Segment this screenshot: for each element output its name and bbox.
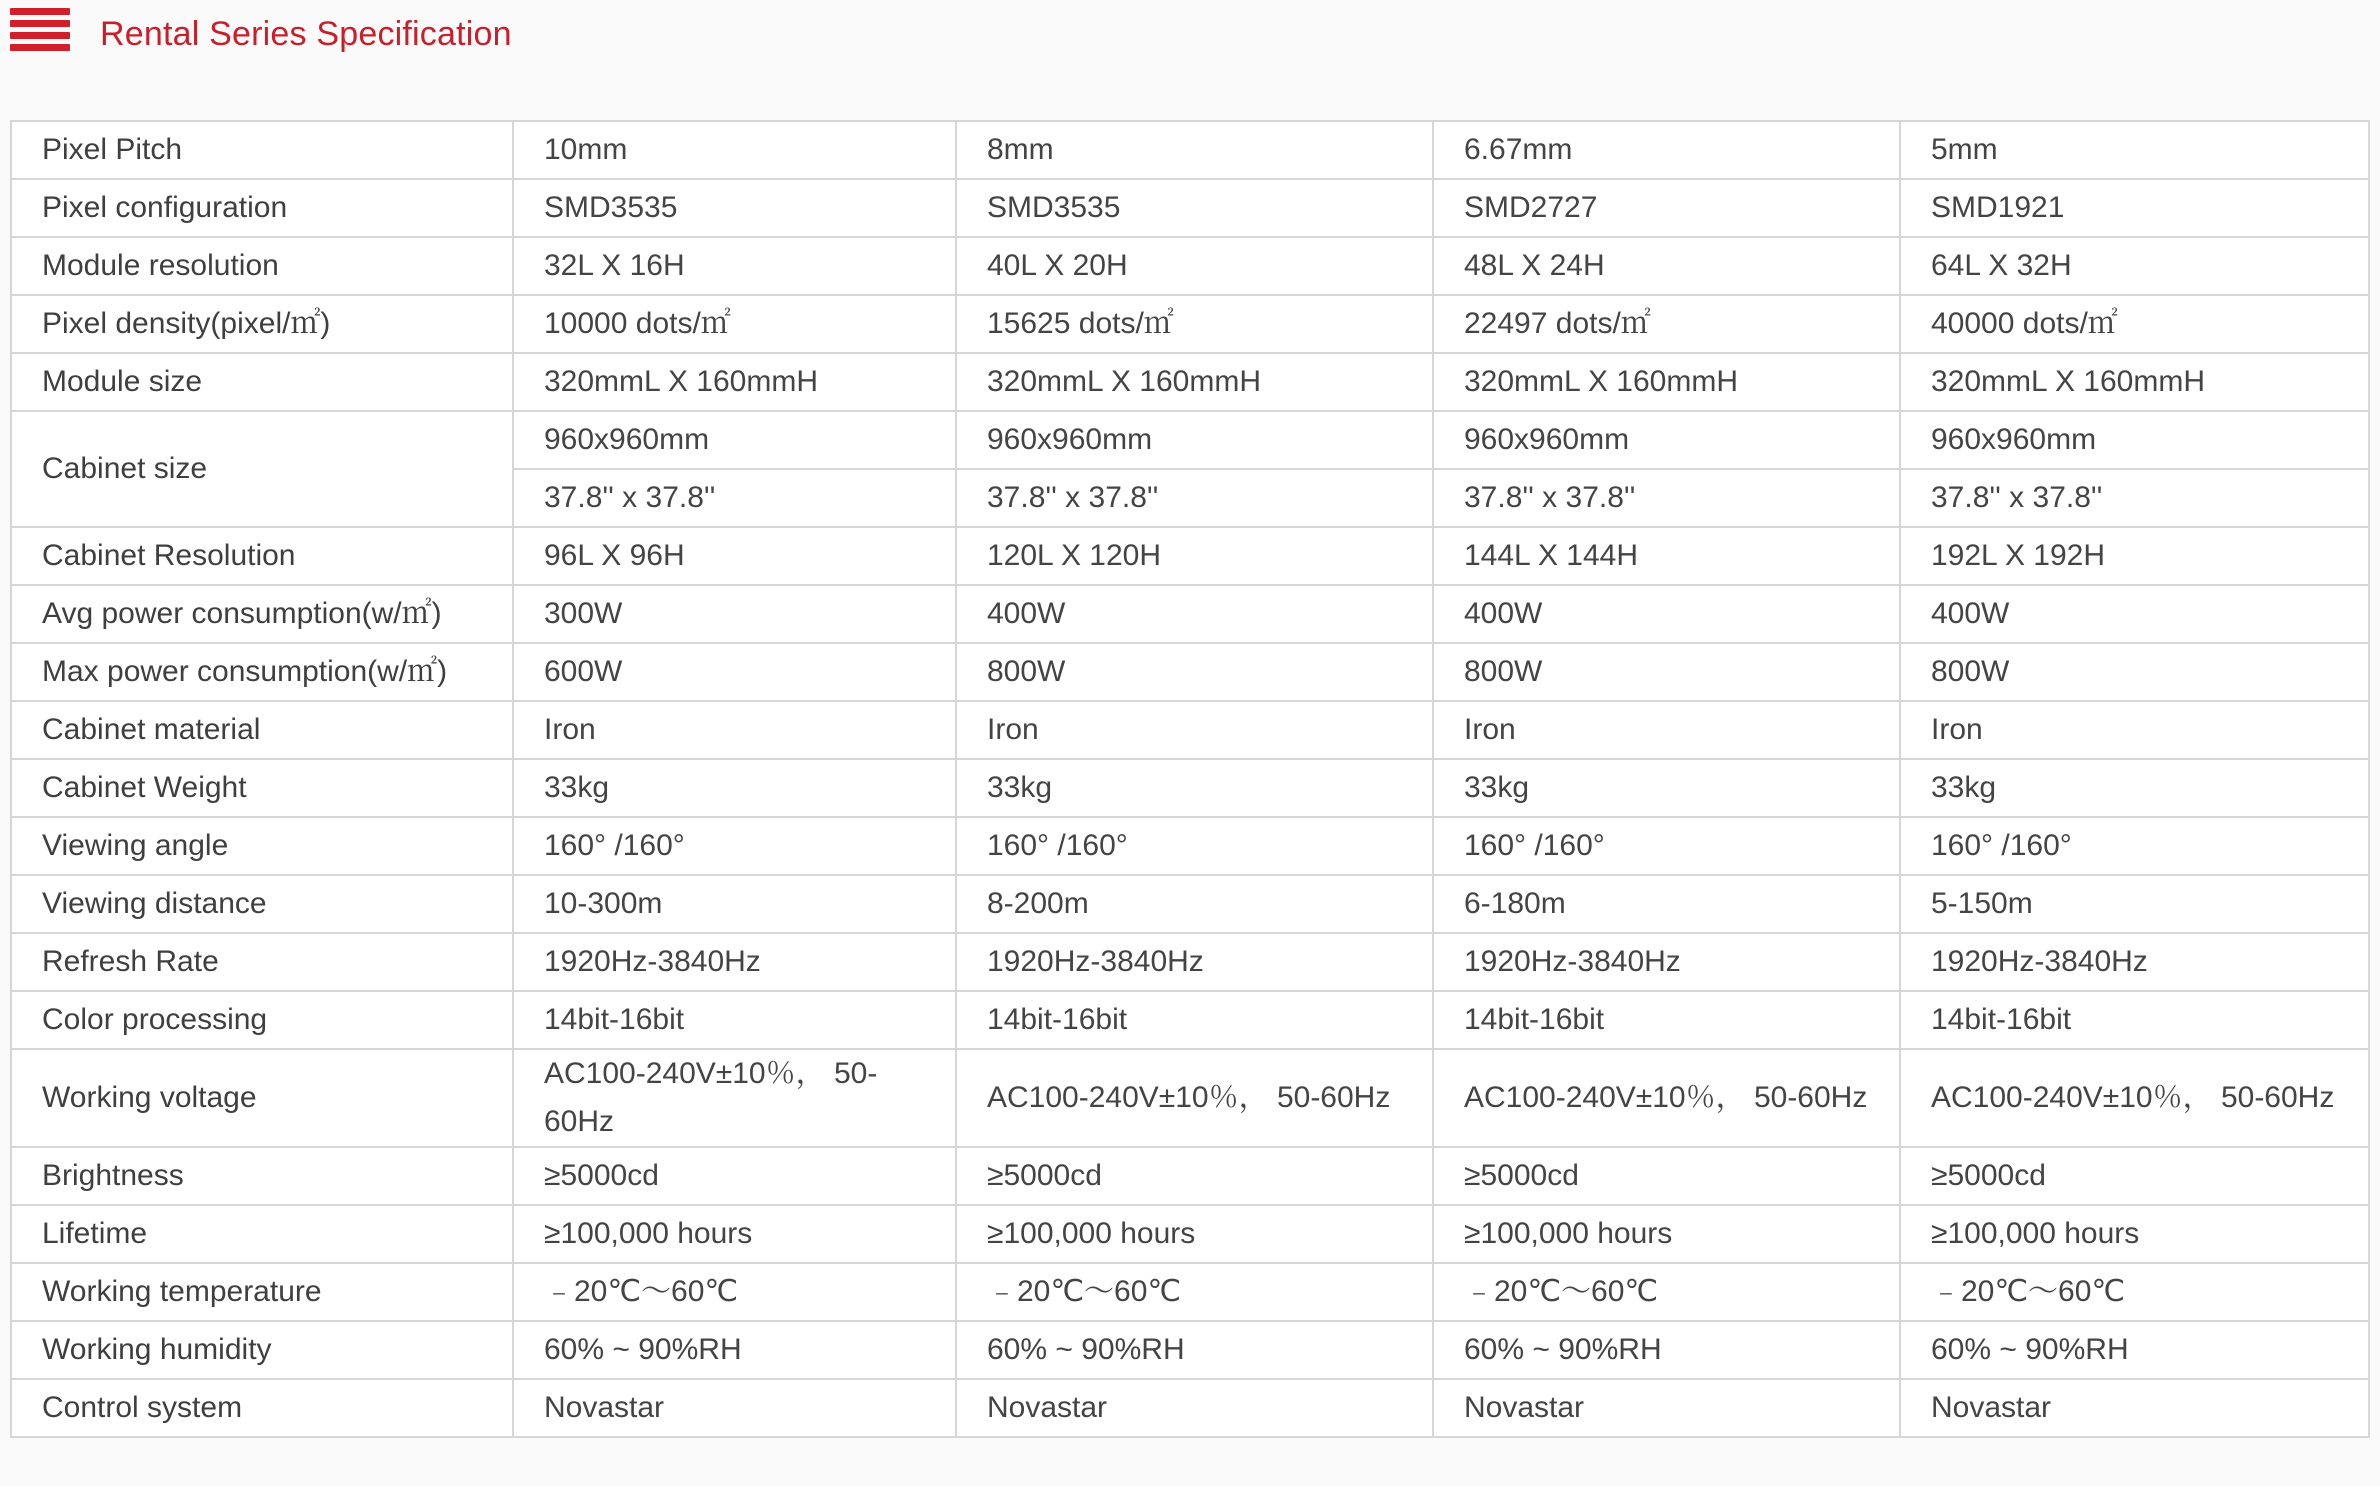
row-label: Cabinet material — [11, 701, 513, 759]
menu-bar-3 — [10, 32, 70, 39]
table-cell: 120L X 120H — [956, 527, 1433, 585]
table-cell: 960x960mm — [956, 411, 1433, 469]
table-row — [11, 817, 2369, 875]
table-cell: ≥5000cd — [513, 1147, 956, 1205]
table-cell: 320mmL X 160mmH — [1900, 353, 2369, 411]
table-cell: 60% ~ 90%RH — [1900, 1321, 2369, 1379]
table-cell: 33kg — [956, 759, 1433, 817]
table-row — [11, 585, 2369, 643]
table-row — [11, 1147, 2369, 1205]
table-row — [11, 179, 2369, 237]
table-row — [11, 701, 2369, 759]
row-label: Module resolution — [11, 237, 513, 295]
row-label: Cabinet Resolution — [11, 527, 513, 585]
page-title: Rental Series Specification — [100, 15, 512, 53]
row-label: Max power consumption(w/㎡) — [11, 643, 513, 701]
table-cell: 320mmL X 160mmH — [1433, 353, 1900, 411]
table-cell: 6-180m — [1433, 875, 1900, 933]
row-label: Pixel density(pixel/㎡) — [11, 295, 513, 353]
row-label: Cabinet size — [11, 411, 513, 527]
table-cell: 1920Hz-3840Hz — [956, 933, 1433, 991]
table-cell: 400W — [1900, 585, 2369, 643]
table-cell: 300W — [513, 585, 956, 643]
table-cell: 37.8'' x 37.8'' — [1900, 469, 2369, 527]
table-row — [11, 1321, 2369, 1379]
menu-bar-1 — [10, 8, 70, 15]
table-cell: 600W — [513, 643, 956, 701]
table-cell: 37.8'' x 37.8'' — [1433, 469, 1900, 527]
page-header — [0, 0, 2380, 70]
table-cell: 64L X 32H — [1900, 237, 2369, 295]
row-label: Brightness — [11, 1147, 513, 1205]
table-cell: 320mmL X 160mmH — [956, 353, 1433, 411]
table-cell: 33kg — [513, 759, 956, 817]
table-cell: 400W — [956, 585, 1433, 643]
table-cell: 33kg — [1433, 759, 1900, 817]
table-row — [11, 875, 2369, 933]
row-label: Pixel Pitch — [11, 121, 513, 179]
table-cell: 800W — [956, 643, 1433, 701]
table-cell: ≥5000cd — [1433, 1147, 1900, 1205]
table-cell: 160° /160° — [513, 817, 956, 875]
table-cell: Iron — [513, 701, 956, 759]
menu-bar-2 — [10, 20, 70, 27]
table-row — [11, 527, 2369, 585]
table-cell: 8mm — [956, 121, 1433, 179]
table-cell: 1920Hz-3840Hz — [1900, 933, 2369, 991]
table-cell: 14bit-16bit — [513, 991, 956, 1049]
table-cell: SMD2727 — [1433, 179, 1900, 237]
table-cell: 960x960mm — [1433, 411, 1900, 469]
table-cell: 48L X 24H — [1433, 237, 1900, 295]
table-cell: ≥100,000 hours — [956, 1205, 1433, 1263]
table-cell: Novastar — [1433, 1379, 1900, 1437]
table-row — [11, 991, 2369, 1049]
table-cell: Novastar — [513, 1379, 956, 1437]
row-label: Cabinet Weight — [11, 759, 513, 817]
row-label: Working temperature — [11, 1263, 513, 1321]
table-row — [11, 121, 2369, 179]
table-row — [11, 1263, 2369, 1321]
table-cell: 400W — [1433, 585, 1900, 643]
table-cell: 60% ~ 90%RH — [1433, 1321, 1900, 1379]
table-cell: 5-150m — [1900, 875, 2369, 933]
table-cell: 40000 dots/㎡ — [1900, 295, 2369, 353]
table-cell: 40L X 20H — [956, 237, 1433, 295]
table-cell: ≥5000cd — [1900, 1147, 2369, 1205]
table-cell: 160° /160° — [1900, 817, 2369, 875]
table-cell: 192L X 192H — [1900, 527, 2369, 585]
table-cell: 60% ~ 90%RH — [513, 1321, 956, 1379]
row-label: Lifetime — [11, 1205, 513, 1263]
table-cell: ﹣20℃～60℃ — [513, 1263, 956, 1321]
row-label: Color processing — [11, 991, 513, 1049]
table-cell: 800W — [1900, 643, 2369, 701]
table-cell: Iron — [1900, 701, 2369, 759]
table-cell: 960x960mm — [1900, 411, 2369, 469]
table-cell: 14bit-16bit — [956, 991, 1433, 1049]
table-cell: 14bit-16bit — [1433, 991, 1900, 1049]
table-cell: 32L X 16H — [513, 237, 956, 295]
table-cell: 37.8'' x 37.8'' — [956, 469, 1433, 527]
table-row — [11, 237, 2369, 295]
row-label: Working voltage — [11, 1049, 513, 1147]
table-row — [11, 295, 2369, 353]
table-row — [11, 411, 2369, 469]
table-cell: 60% ~ 90%RH — [956, 1321, 1433, 1379]
spec-table-body — [11, 121, 2369, 1437]
hamburger-menu-icon[interactable] — [10, 8, 70, 58]
table-row — [11, 1049, 2369, 1147]
table-cell: Novastar — [1900, 1379, 2369, 1437]
table-cell: 160° /160° — [956, 817, 1433, 875]
table-cell: AC100-240V±10％， 50-60Hz — [1433, 1049, 1900, 1147]
table-cell: 14bit-16bit — [1900, 991, 2369, 1049]
row-label: Pixel configuration — [11, 179, 513, 237]
row-label: Control system — [11, 1379, 513, 1437]
table-cell: 96L X 96H — [513, 527, 956, 585]
table-cell: Iron — [956, 701, 1433, 759]
table-cell: ≥5000cd — [956, 1147, 1433, 1205]
table-cell: SMD3535 — [513, 179, 956, 237]
table-cell: Iron — [1433, 701, 1900, 759]
table-row — [11, 643, 2369, 701]
table-row — [11, 1205, 2369, 1263]
table-cell: SMD3535 — [956, 179, 1433, 237]
table-cell: ﹣20℃～60℃ — [1433, 1263, 1900, 1321]
table-cell: 144L X 144H — [1433, 527, 1900, 585]
table-cell: 160° /160° — [1433, 817, 1900, 875]
table-cell: 10mm — [513, 121, 956, 179]
table-cell: 800W — [1433, 643, 1900, 701]
table-cell: 37.8'' x 37.8'' — [513, 469, 956, 527]
table-cell: 5mm — [1900, 121, 2369, 179]
table-cell: 22497 dots/㎡ — [1433, 295, 1900, 353]
table-cell: ﹣20℃～60℃ — [1900, 1263, 2369, 1321]
table-cell: 6.67mm — [1433, 121, 1900, 179]
row-label: Avg power consumption(w/㎡) — [11, 585, 513, 643]
table-cell: 10000 dots/㎡ — [513, 295, 956, 353]
table-cell: 1920Hz-3840Hz — [1433, 933, 1900, 991]
table-cell: 15625 dots/㎡ — [956, 295, 1433, 353]
table-cell: 960x960mm — [513, 411, 956, 469]
table-cell: AC100-240V±10％， 50-60Hz — [956, 1049, 1433, 1147]
table-cell: ≥100,000 hours — [1433, 1205, 1900, 1263]
row-label: Module size — [11, 353, 513, 411]
menu-bar-4 — [10, 44, 70, 51]
table-row — [11, 353, 2369, 411]
table-row — [11, 933, 2369, 991]
table-cell: 10-300m — [513, 875, 956, 933]
table-cell: ≥100,000 hours — [513, 1205, 956, 1263]
table-cell: 320mmL X 160mmH — [513, 353, 956, 411]
table-cell: 8-200m — [956, 875, 1433, 933]
table-cell: SMD1921 — [1900, 179, 2369, 237]
table-cell: Novastar — [956, 1379, 1433, 1437]
table-cell: AC100-240V±10％， 50-60Hz — [513, 1049, 956, 1147]
table-cell: AC100-240V±10％， 50-60Hz — [1900, 1049, 2369, 1147]
table-row — [11, 1379, 2369, 1437]
table-cell: 1920Hz-3840Hz — [513, 933, 956, 991]
row-label: Working humidity — [11, 1321, 513, 1379]
table-cell: ﹣20℃～60℃ — [956, 1263, 1433, 1321]
table-cell: ≥100,000 hours — [1900, 1205, 2369, 1263]
row-label: Viewing angle — [11, 817, 513, 875]
table-row — [11, 759, 2369, 817]
spec-table — [10, 120, 2370, 1438]
row-label: Viewing distance — [11, 875, 513, 933]
row-label: Refresh Rate — [11, 933, 513, 991]
table-cell: 33kg — [1900, 759, 2369, 817]
